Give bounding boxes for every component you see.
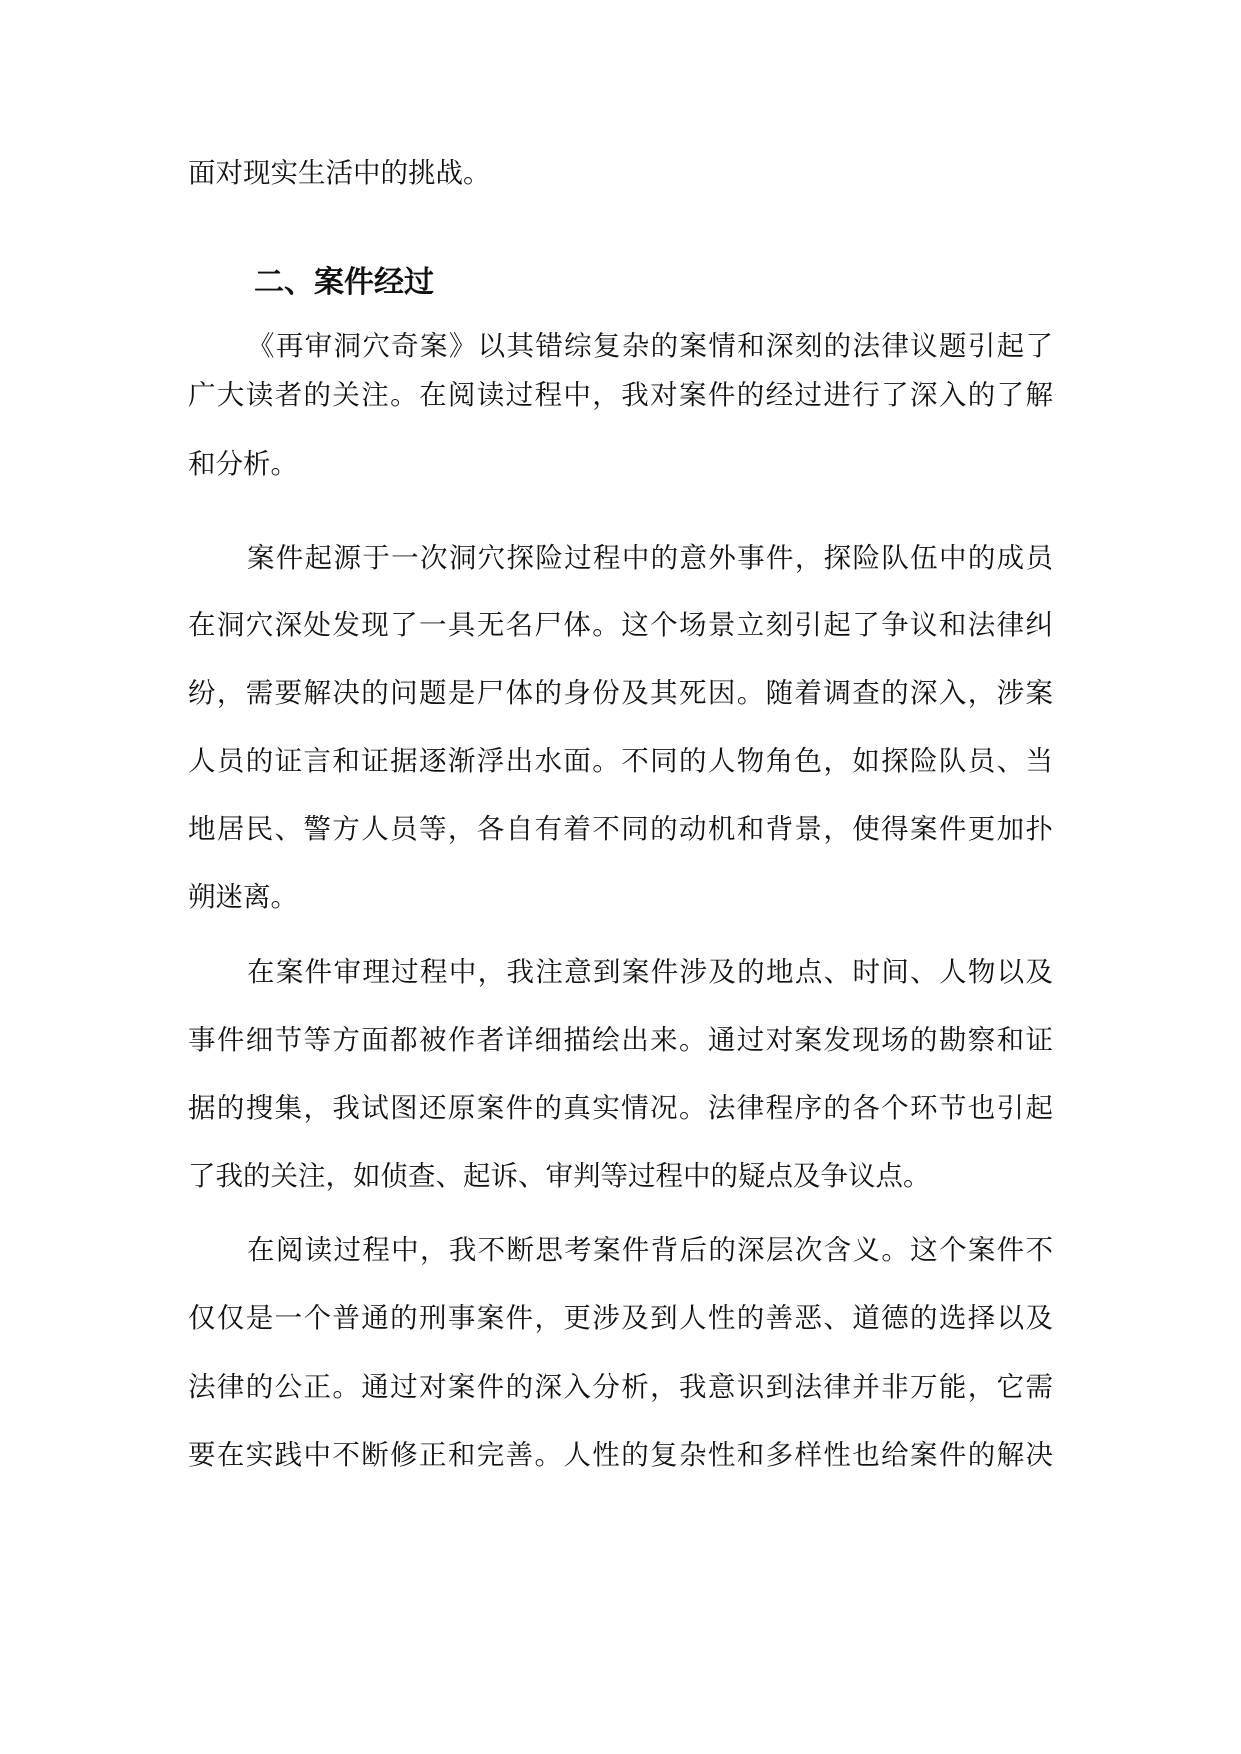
paragraph-line: 仅仅是一个普通的刑事案件，更涉及到人性的善恶、道德的选择以及	[188, 1302, 1053, 1334]
paragraph-line: 在案件审理过程中，我注意到案件涉及的地点、时间、人物以及	[247, 956, 1053, 988]
paragraph-line: 人员的证言和证据逐渐浮出水面。不同的人物角色，如探险队员、当	[188, 745, 1053, 777]
paragraph-line: 据的搜集，我试图还原案件的真实情况。法律程序的各个环节也引起	[188, 1092, 1053, 1124]
paragraph-line: 纷，需要解决的问题是尸体的身份及其死因。随着调查的深入，涉案	[188, 677, 1053, 709]
paragraph-line: 要在实践中不断修正和完善。人性的复杂性和多样性也给案件的解决	[188, 1439, 1053, 1471]
paragraph-line: 《再审洞穴奇案》以其错综复杂的案情和深刻的法律议题引起了	[247, 330, 1053, 362]
paragraph-line: 在阅读过程中，我不断思考案件背后的深层次含义。这个案件不	[247, 1234, 1053, 1266]
paragraph-line: 面对现实生活中的挑战。	[188, 157, 491, 189]
paragraph-line: 事件细节等方面都被作者详细描绘出来。通过对案发现场的勘察和证	[188, 1024, 1053, 1056]
paragraph-line: 地居民、警方人员等，各自有着不同的动机和背景，使得案件更加扑	[188, 813, 1053, 845]
paragraph-line: 法律的公正。通过对案件的深入分析，我意识到法律并非万能，它需	[188, 1371, 1053, 1403]
paragraph-line: 和分析。	[188, 448, 298, 480]
paragraph-line: 广大读者的关注。在阅读过程中，我对案件的经过进行了深入的了解	[188, 379, 1053, 411]
paragraph-line: 朔迷离。	[188, 881, 298, 913]
paragraph-line: 在洞穴深处发现了一具无名尸体。这个场景立刻引起了争议和法律纠	[188, 609, 1053, 641]
paragraph-line: 了我的关注，如侦查、起诉、审判等过程中的疑点及争议点。	[188, 1160, 931, 1192]
section-heading: 二、案件经过	[254, 265, 434, 300]
paragraph-line: 案件起源于一次洞穴探险过程中的意外事件，探险队伍中的成员	[247, 542, 1053, 574]
